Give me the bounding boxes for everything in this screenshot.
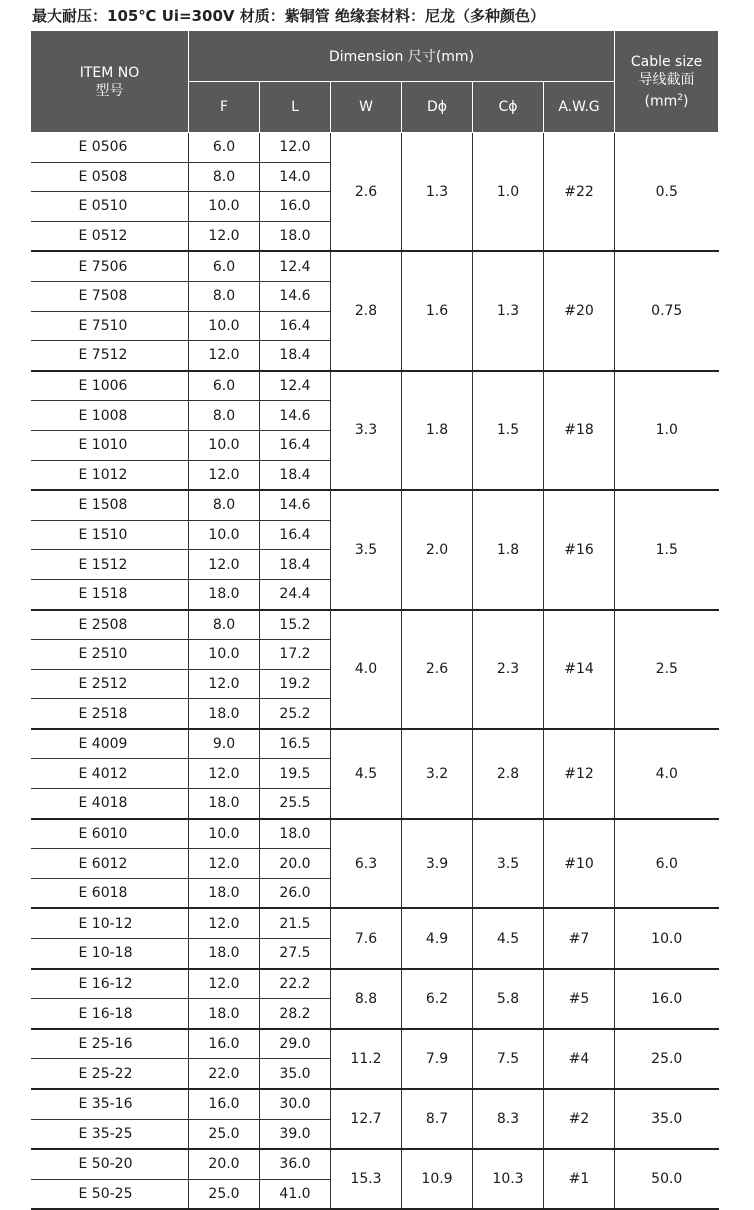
f-cell: 18.0: [189, 999, 260, 1029]
item-no-cell: E 35-25: [31, 1119, 189, 1149]
item-no-cell: E 7510: [31, 311, 189, 341]
cable-size-cell: 2.5: [615, 610, 719, 729]
item-no-cell: E 25-22: [31, 1059, 189, 1089]
item-no-cell: E 16-18: [31, 999, 189, 1029]
table-row: [31, 1149, 719, 1179]
d-cell: 6.2: [402, 969, 473, 1029]
l-cell: 25.5: [260, 789, 331, 819]
cable-size-cell: 6.0: [615, 819, 719, 909]
awg-cell: #5: [544, 969, 615, 1029]
l-cell: 26.0: [260, 878, 331, 908]
l-cell: 14.6: [260, 401, 331, 431]
header-dimension: Dimension 尺寸(mm): [189, 31, 615, 82]
table-row: [31, 969, 719, 999]
l-cell: 17.2: [260, 640, 331, 670]
l-cell: 27.5: [260, 939, 331, 969]
l-cell: 16.4: [260, 430, 331, 460]
d-cell: 7.9: [402, 1029, 473, 1089]
f-cell: 6.0: [189, 133, 260, 163]
spec-table: [30, 30, 719, 1210]
awg-cell: #14: [544, 610, 615, 729]
item-no-cell: E 1006: [31, 371, 189, 401]
table-row: [31, 490, 719, 520]
cable-size-cell: 35.0: [615, 1089, 719, 1149]
f-cell: 6.0: [189, 371, 260, 401]
item-no-cell: E 1010: [31, 430, 189, 460]
l-cell: 28.2: [260, 999, 331, 1029]
l-cell: 22.2: [260, 969, 331, 999]
w-cell: 2.6: [331, 133, 402, 252]
awg-cell: #4: [544, 1029, 615, 1089]
c-cell: 8.3: [473, 1089, 544, 1149]
l-cell: 20.0: [260, 849, 331, 879]
f-cell: 12.0: [189, 550, 260, 580]
l-cell: 14.0: [260, 162, 331, 192]
l-cell: 16.5: [260, 729, 331, 759]
header-f: F: [189, 82, 260, 133]
header-cable-size-cn-label: 导线截面: [638, 71, 695, 88]
item-no-cell: E 2512: [31, 669, 189, 699]
cable-size-cell: 0.5: [615, 133, 719, 252]
l-cell: 35.0: [260, 1059, 331, 1089]
l-cell: 16.0: [260, 192, 331, 222]
l-cell: 30.0: [260, 1089, 331, 1119]
l-cell: 12.4: [260, 371, 331, 401]
item-no-cell: E 1512: [31, 550, 189, 580]
header-w: W: [331, 82, 402, 133]
l-cell: 18.4: [260, 341, 331, 371]
cable-size-cell: 50.0: [615, 1149, 719, 1209]
l-cell: 19.5: [260, 759, 331, 789]
item-no-cell: E 0512: [31, 221, 189, 251]
item-no-cell: E 35-16: [31, 1089, 189, 1119]
f-cell: 8.0: [189, 610, 260, 640]
header-c: Cϕ: [473, 82, 544, 133]
item-no-cell: E 0510: [31, 192, 189, 222]
l-cell: 41.0: [260, 1179, 331, 1209]
table-row: [31, 1029, 719, 1059]
c-cell: 4.5: [473, 908, 544, 968]
f-cell: 18.0: [189, 579, 260, 609]
c-cell: 1.0: [473, 133, 544, 252]
awg-cell: #18: [544, 371, 615, 490]
l-cell: 29.0: [260, 1029, 331, 1059]
d-cell: 2.6: [402, 610, 473, 729]
table-row: [31, 819, 719, 849]
d-cell: 1.6: [402, 251, 473, 370]
table-row: [31, 251, 719, 281]
item-no-cell: E 4012: [31, 759, 189, 789]
f-cell: 16.0: [189, 1029, 260, 1059]
cable-size-cell: 4.0: [615, 729, 719, 819]
d-cell: 1.8: [402, 371, 473, 490]
item-no-cell: E 10-18: [31, 939, 189, 969]
cable-size-cell: 1.5: [615, 490, 719, 609]
f-cell: 10.0: [189, 192, 260, 222]
f-cell: 12.0: [189, 908, 260, 938]
f-cell: 18.0: [189, 789, 260, 819]
header-awg: A.W.G: [544, 82, 615, 133]
l-cell: 14.6: [260, 281, 331, 311]
c-cell: 10.3: [473, 1149, 544, 1209]
f-cell: 12.0: [189, 221, 260, 251]
c-cell: 5.8: [473, 969, 544, 1029]
l-cell: 36.0: [260, 1149, 331, 1179]
awg-cell: #10: [544, 819, 615, 909]
l-cell: 18.4: [260, 460, 331, 490]
item-no-cell: E 50-20: [31, 1149, 189, 1179]
f-cell: 18.0: [189, 699, 260, 729]
l-cell: 12.4: [260, 251, 331, 281]
header-l: L: [260, 82, 331, 133]
w-cell: 15.3: [331, 1149, 402, 1209]
item-no-cell: E 1510: [31, 520, 189, 550]
c-cell: 7.5: [473, 1029, 544, 1089]
table-row: [31, 1089, 719, 1119]
header-item-no: [31, 31, 189, 133]
spec-table-body: [31, 133, 719, 1210]
c-cell: 3.5: [473, 819, 544, 909]
item-no-cell: E 0508: [31, 162, 189, 192]
w-cell: 7.6: [331, 908, 402, 968]
f-cell: 10.0: [189, 819, 260, 849]
f-cell: 25.0: [189, 1179, 260, 1209]
f-cell: 6.0: [189, 251, 260, 281]
d-cell: 8.7: [402, 1089, 473, 1149]
w-cell: 8.8: [331, 969, 402, 1029]
d-cell: 3.9: [402, 819, 473, 909]
l-cell: 18.0: [260, 819, 331, 849]
l-cell: 18.4: [260, 550, 331, 580]
f-cell: 25.0: [189, 1119, 260, 1149]
cable-size-cell: 1.0: [615, 371, 719, 490]
l-cell: 24.4: [260, 579, 331, 609]
l-cell: 12.0: [260, 133, 331, 163]
l-cell: 15.2: [260, 610, 331, 640]
item-no-cell: E 7508: [31, 281, 189, 311]
w-cell: 11.2: [331, 1029, 402, 1089]
w-cell: 12.7: [331, 1089, 402, 1149]
f-cell: 9.0: [189, 729, 260, 759]
awg-cell: #2: [544, 1089, 615, 1149]
table-row: [31, 908, 719, 938]
f-cell: 20.0: [189, 1149, 260, 1179]
f-cell: 12.0: [189, 849, 260, 879]
header-cable-size-label: Cable size: [630, 53, 703, 70]
d-cell: 4.9: [402, 908, 473, 968]
l-cell: 21.5: [260, 908, 331, 938]
header-d: Dϕ: [402, 82, 473, 133]
w-cell: 6.3: [331, 819, 402, 909]
l-cell: 19.2: [260, 669, 331, 699]
header-cable-unit: $(mm^2)$: [644, 92, 689, 110]
f-cell: 8.0: [189, 281, 260, 311]
d-cell: 2.0: [402, 490, 473, 609]
d-cell: 3.2: [402, 729, 473, 819]
l-cell: 14.6: [260, 490, 331, 520]
f-cell: 10.0: [189, 640, 260, 670]
table-row: [31, 729, 719, 759]
f-cell: 10.0: [189, 311, 260, 341]
item-no-cell: E 1012: [31, 460, 189, 490]
awg-cell: #7: [544, 908, 615, 968]
d-cell: 1.3: [402, 133, 473, 252]
cable-size-cell: 10.0: [615, 908, 719, 968]
cable-size-cell: 16.0: [615, 969, 719, 1029]
cable-size-cell: 25.0: [615, 1029, 719, 1089]
f-cell: 8.0: [189, 162, 260, 192]
awg-cell: #1: [544, 1149, 615, 1209]
l-cell: 16.4: [260, 311, 331, 341]
item-no-cell: E 25-16: [31, 1029, 189, 1059]
w-cell: 3.3: [331, 371, 402, 490]
awg-cell: #12: [544, 729, 615, 819]
c-cell: 1.3: [473, 251, 544, 370]
f-cell: 12.0: [189, 460, 260, 490]
item-no-cell: E 16-12: [31, 969, 189, 999]
c-cell: 2.3: [473, 610, 544, 729]
f-cell: 22.0: [189, 1059, 260, 1089]
item-no-cell: E 6018: [31, 878, 189, 908]
f-cell: 16.0: [189, 1089, 260, 1119]
w-cell: 3.5: [331, 490, 402, 609]
w-cell: 4.0: [331, 610, 402, 729]
item-no-cell: E 7506: [31, 251, 189, 281]
f-cell: 12.0: [189, 341, 260, 371]
f-cell: 10.0: [189, 430, 260, 460]
f-cell: 10.0: [189, 520, 260, 550]
item-no-cell: E 1008: [31, 401, 189, 431]
table-row: [31, 610, 719, 640]
awg-cell: #16: [544, 490, 615, 609]
item-no-cell: E 6010: [31, 819, 189, 849]
l-cell: 25.2: [260, 699, 331, 729]
item-no-cell: E 1518: [31, 579, 189, 609]
item-no-cell: E 50-25: [31, 1179, 189, 1209]
f-cell: 12.0: [189, 759, 260, 789]
header-item-no-cn-label: 型号: [95, 82, 124, 99]
w-cell: 4.5: [331, 729, 402, 819]
f-cell: 12.0: [189, 669, 260, 699]
f-cell: 12.0: [189, 969, 260, 999]
item-no-cell: E 2508: [31, 610, 189, 640]
l-cell: 16.4: [260, 520, 331, 550]
item-no-cell: E 4018: [31, 789, 189, 819]
l-cell: 18.0: [260, 221, 331, 251]
table-row: [31, 133, 719, 163]
table-row: [31, 371, 719, 401]
item-no-cell: E 2510: [31, 640, 189, 670]
l-cell: 39.0: [260, 1119, 331, 1149]
header-cable-size: [615, 31, 719, 133]
item-no-cell: E 1508: [31, 490, 189, 520]
f-cell: 18.0: [189, 878, 260, 908]
c-cell: 1.5: [473, 371, 544, 490]
f-cell: 8.0: [189, 401, 260, 431]
awg-cell: #22: [544, 133, 615, 252]
d-cell: 10.9: [402, 1149, 473, 1209]
item-no-cell: E 0506: [31, 133, 189, 163]
item-no-cell: E 6012: [31, 849, 189, 879]
c-cell: 1.8: [473, 490, 544, 609]
header-item-no-label: ITEM NO: [79, 64, 140, 81]
cable-size-cell: 0.75: [615, 251, 719, 370]
item-no-cell: E 10-12: [31, 908, 189, 938]
item-no-cell: E 4009: [31, 729, 189, 759]
awg-cell: #20: [544, 251, 615, 370]
c-cell: 2.8: [473, 729, 544, 819]
item-no-cell: E 2518: [31, 699, 189, 729]
w-cell: 2.8: [331, 251, 402, 370]
page-title: 最大耐压：105℃ Ui=300V 材质：紫铜管 绝缘套材料：尼龙（多种颜色）: [32, 7, 545, 25]
f-cell: 18.0: [189, 939, 260, 969]
item-no-cell: E 7512: [31, 341, 189, 371]
f-cell: 8.0: [189, 490, 260, 520]
